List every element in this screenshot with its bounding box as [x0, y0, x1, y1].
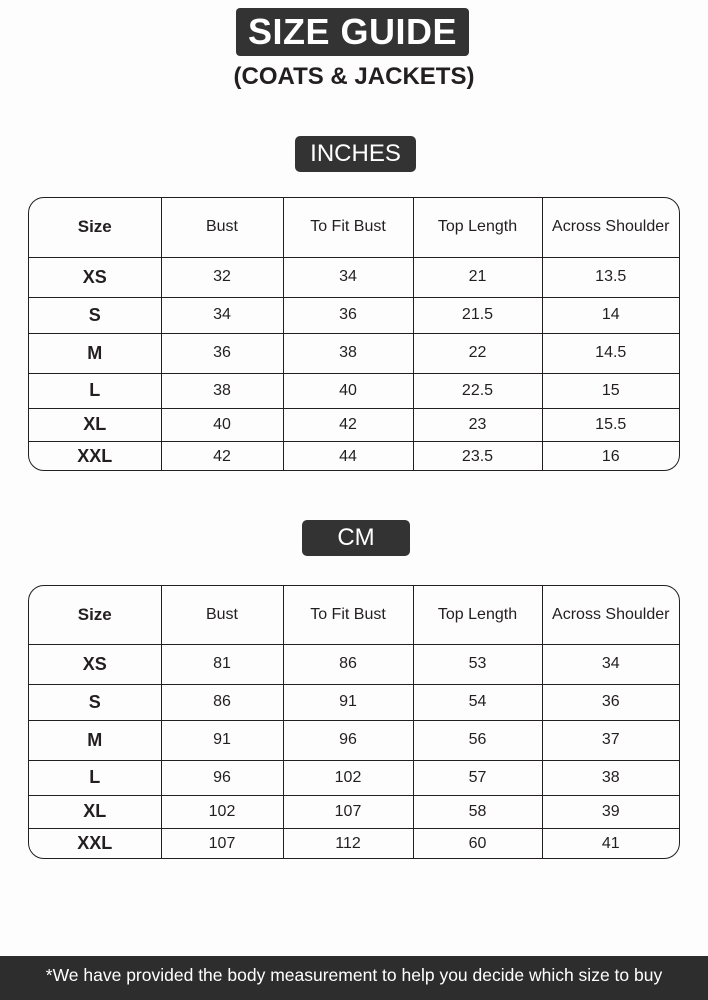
- size-cell: L: [29, 373, 161, 408]
- column-header-size: Size: [29, 586, 161, 644]
- top-length-cell: 57: [413, 760, 542, 795]
- to-fit-bust-cell: 102: [283, 760, 413, 795]
- across-shoulder-cell: 14.5: [542, 333, 679, 373]
- table-row: [29, 720, 679, 760]
- across-shoulder-cell: 36: [542, 684, 679, 720]
- size-cell: XXL: [29, 441, 161, 471]
- bust-cell: 96: [161, 760, 283, 795]
- column-header-size: Size: [29, 198, 161, 257]
- table-row: [29, 441, 679, 471]
- to-fit-bust-cell: 42: [283, 408, 413, 441]
- page-subtitle: (COATS & JACKETS): [233, 63, 475, 90]
- bust-cell: 102: [161, 795, 283, 828]
- across-shoulder-cell: 15: [542, 373, 679, 408]
- bust-cell: 91: [161, 720, 283, 760]
- size-table-inches: [28, 197, 680, 471]
- bust-cell: 32: [161, 257, 283, 297]
- column-header-top-length: Top Length: [413, 198, 542, 257]
- size-cell: M: [29, 720, 161, 760]
- bust-cell: 36: [161, 333, 283, 373]
- top-length-cell: 22: [413, 333, 542, 373]
- table-row: [29, 828, 679, 859]
- footer-note: *We have provided the body measurement to help you decide which size to buy: [0, 956, 708, 1000]
- bust-cell: 42: [161, 441, 283, 471]
- bust-cell: 34: [161, 297, 283, 333]
- to-fit-bust-cell: 107: [283, 795, 413, 828]
- size-cell: S: [29, 684, 161, 720]
- across-shoulder-cell: 41: [601, 834, 620, 852]
- table-row: [29, 373, 679, 408]
- top-length-cell: 54: [413, 684, 542, 720]
- size-cell: S: [29, 297, 161, 333]
- size-cell: XXL: [29, 828, 161, 859]
- across-shoulder-cell: 34: [542, 644, 679, 684]
- size-cell: M: [29, 333, 161, 373]
- table-header-row: [29, 198, 679, 257]
- column-header-bust: Bust: [161, 586, 283, 644]
- table-row: [29, 795, 679, 828]
- table-row: [29, 408, 679, 441]
- column-header-across-shoulder: Across Shoulder: [542, 198, 679, 257]
- table-row: [29, 257, 679, 297]
- across-shoulder-cell: 13.5: [542, 257, 679, 297]
- across-shoulder-cell: 37: [542, 720, 679, 760]
- top-length-cell: 23: [413, 408, 542, 441]
- table-row: [29, 644, 679, 684]
- bust-cell: 107: [161, 828, 283, 859]
- size-cell: XL: [29, 408, 161, 441]
- table-row: [29, 333, 679, 373]
- to-fit-bust-cell: 91: [283, 684, 413, 720]
- size-table-cm: [28, 585, 680, 859]
- page-title: SIZE GUIDE: [236, 8, 469, 56]
- column-header-bust: Bust: [161, 198, 283, 257]
- table-row: [29, 297, 679, 333]
- bust-cell: 81: [161, 644, 283, 684]
- across-shoulder-cell: 38: [542, 760, 679, 795]
- column-header-to-fit-bust: To Fit Bust: [283, 586, 413, 644]
- to-fit-bust-cell: 86: [283, 644, 413, 684]
- top-length-cell: 58: [413, 795, 542, 828]
- top-length-cell: 23.5: [413, 441, 542, 471]
- to-fit-bust-cell: 44: [283, 441, 413, 471]
- top-length-cell: 60: [413, 828, 542, 859]
- top-length-cell: 53: [413, 644, 542, 684]
- section-label-cm: CM: [302, 520, 410, 556]
- size-cell: XS: [29, 257, 161, 297]
- to-fit-bust-cell: 112: [283, 828, 413, 859]
- to-fit-bust-cell: 34: [283, 257, 413, 297]
- table-header-row: [29, 586, 679, 644]
- column-header-to-fit-bust: To Fit Bust: [283, 198, 413, 257]
- section-label-inches: INCHES: [295, 136, 416, 172]
- table-row: [29, 684, 679, 720]
- size-cell: XL: [29, 795, 161, 828]
- top-length-cell: 22.5: [413, 373, 542, 408]
- across-shoulder-cell: 39: [542, 795, 679, 828]
- to-fit-bust-cell: 36: [283, 297, 413, 333]
- bust-cell: 86: [161, 684, 283, 720]
- to-fit-bust-cell: 96: [283, 720, 413, 760]
- to-fit-bust-cell: 38: [283, 333, 413, 373]
- bust-cell: 40: [161, 408, 283, 441]
- across-shoulder-cell: 14: [542, 297, 679, 333]
- top-length-cell: 21: [413, 257, 542, 297]
- across-shoulder-cell: 16: [601, 447, 620, 465]
- size-cell: XS: [29, 644, 161, 684]
- size-cell: L: [29, 760, 161, 795]
- column-header-top-length: Top Length: [413, 586, 542, 644]
- to-fit-bust-cell: 40: [283, 373, 413, 408]
- bust-cell: 38: [161, 373, 283, 408]
- top-length-cell: 56: [413, 720, 542, 760]
- top-length-cell: 21.5: [413, 297, 542, 333]
- across-shoulder-cell: 15.5: [542, 408, 679, 441]
- table-row: [29, 760, 679, 795]
- column-header-across-shoulder: Across Shoulder: [542, 586, 679, 644]
